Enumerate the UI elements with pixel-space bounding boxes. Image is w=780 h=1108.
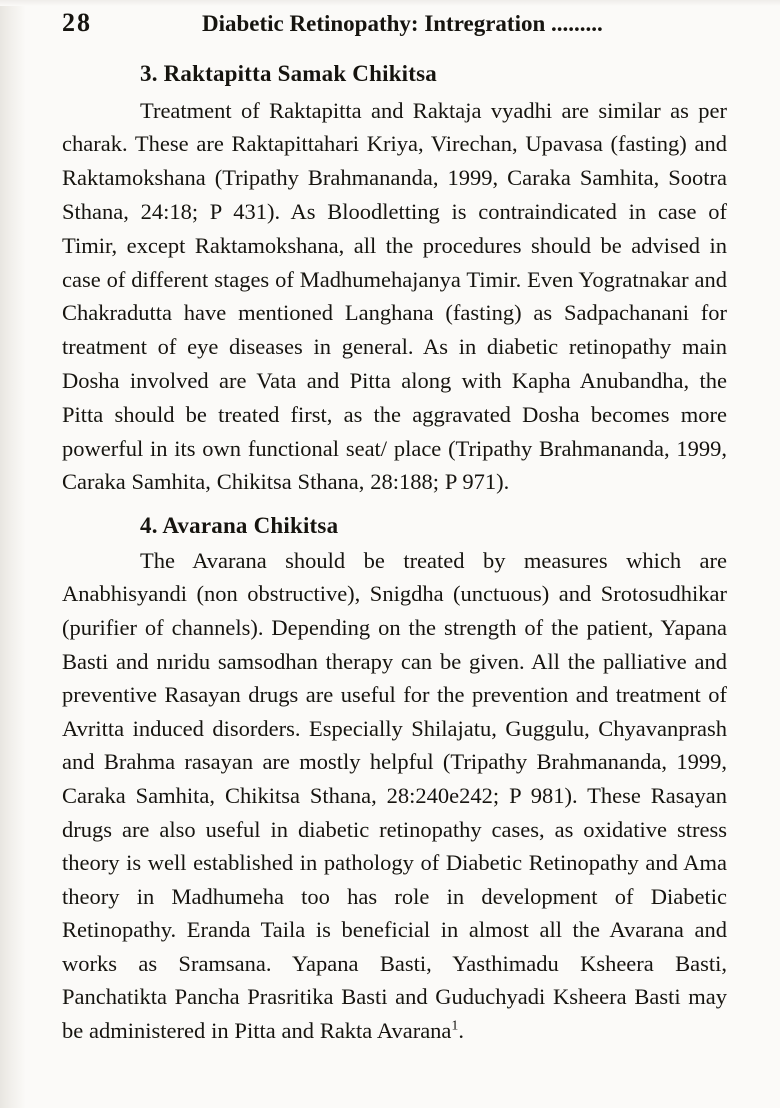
- running-header: [62, 0, 727, 44]
- page-number: 28: [62, 8, 92, 37]
- section-heading-4: 4. Avarana Chikitsa: [140, 513, 339, 539]
- section-paragraph-3: Treatment of Raktapitta and Raktaja vyadhi are similar as per charak. These are Raktapittahari Kriya, Virechan, Upavasa (fasting) and Raktamokshana (Tripathy Brahmananda, 1999, Caraka Samhita, Sootra Sthana, 24:18; P 431). As Bloodletting is contraindicated in case of Timir, except Raktamokshana, all the procedures should be advised in case of different stages of Madhumehajanya Timir. Even Yogratnakar and Chakradutta have mentioned Langhana (fasting) as Sadpachanani for treatment of eye diseases in general. As in diabetic retinopathy main Dosha involved are Vata and Pitta along with Kapha Anubandha, the Pitta should be treated first, as the aggravated Dosha becomes more powerful in its own functional seat/ place (Tripathy Brahmananda, 1999, Caraka Samhita, Chikitsa Sthana, 28:188; P 971).: [62, 97, 727, 495]
- scan-gutter-shadow-left: [0, 0, 26, 1108]
- section-paragraph-4: [62, 544, 727, 1048]
- running-header-title: Diabetic Retinopathy: Intregration .........: [202, 11, 603, 36]
- section-paragraph-4-tail: .: [458, 1018, 465, 1044]
- section-paragraph-4-text: The Avarana should be treated by measures which are Anabhisyandi (non obstructive), Snigdha (unctuous) and Srotosudhikar (purifier of channels). Depending on the strength of the patient, Yapana Basti and nıridu samsodhan therapy can be given. All the palliative and preventive Rasayan drugs are useful for the prevention and treatment of Avritta induced disorders. Especially Shilajatu, Guggulu, Chyavanprash and Brahma rasayan are mostly helpful (Tripathy Brahmananda, 1999, Caraka Samhita, Chikitsa Sthana, 28:240e242; P 981). These Rasayan drugs are also useful in diabetic retinopathy cases, as oxidative stress theory is well established in pathology of Diabetic Retinopathy and Ama theory in Madhumeha too has role in development of Diabetic Retinopathy. Eranda Taila is beneficial in almost all the Avarana and works as Sramsana. Yapana Basti, Yasthimadu Ksheera Basti, Panchatikta Pancha Prasritika Basti and Guduchyadi Ksheera Basti may be administered in Pitta and Rakta Avarana: [62, 547, 727, 1044]
- footnote-reference-marker: 1: [451, 1018, 459, 1034]
- section-heading-3: 3. Raktapitta Samak Chikitsa: [140, 61, 437, 86]
- page-content: [62, 0, 727, 1048]
